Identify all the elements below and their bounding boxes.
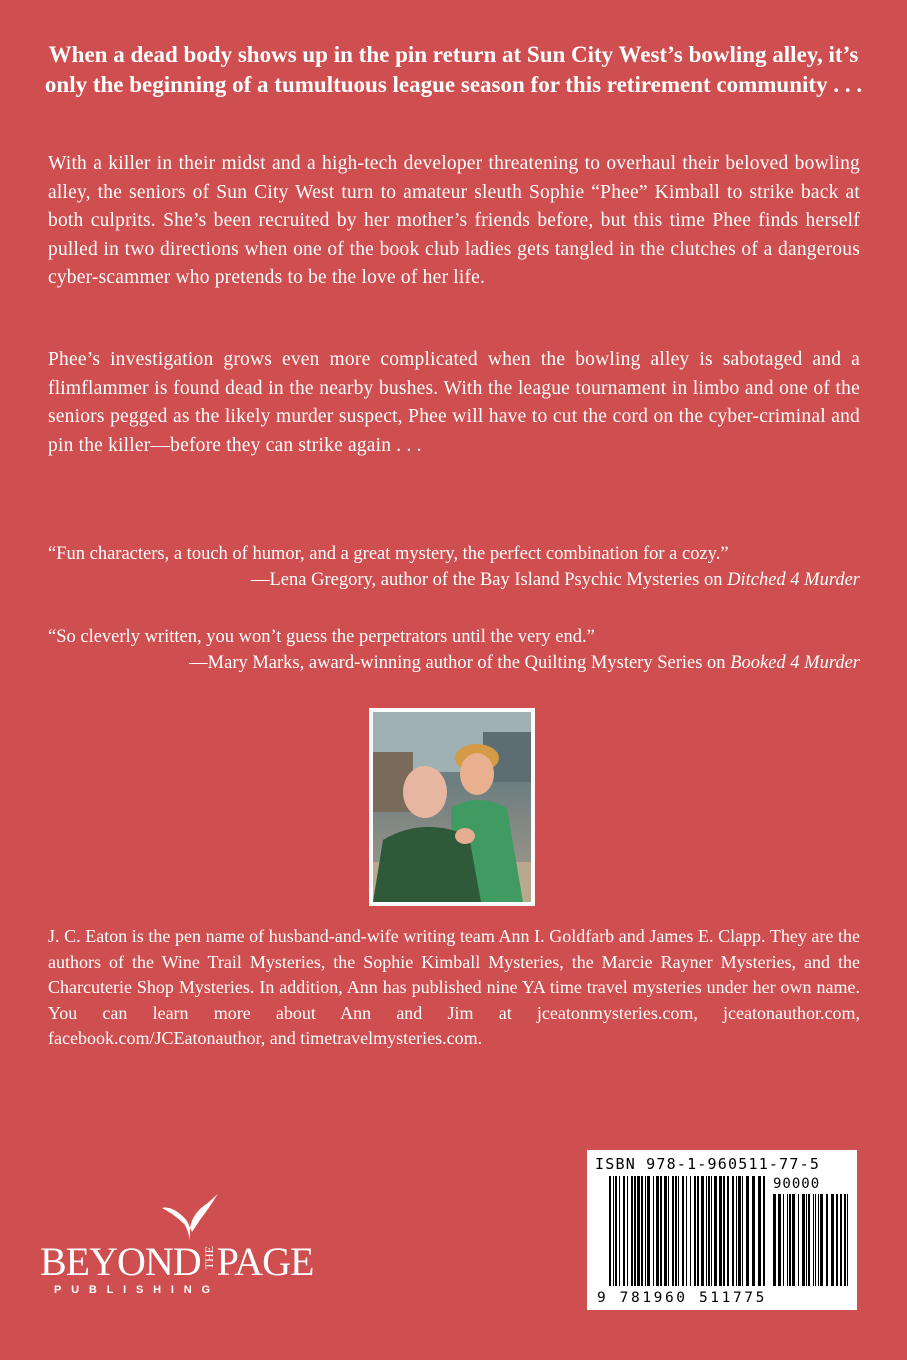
isbn-barcode [587,1150,857,1310]
author-photo [373,712,531,902]
quote-attribution: —Lena Gregory, author of the Bay Island Psychic Mysteries on Ditched 4 Murder [251,570,860,590]
publisher-logo [40,1190,345,1305]
barcode-bars [587,1150,857,1310]
isbn-label: ISBN 978-1-960511-77-5 [595,1155,821,1173]
review-quote-2 [48,624,860,676]
synopsis-paragraph-2: Phee’s investigation grows even more complicated when the bowling alley is sabotaged and a flimflammer is found dead in the nearby bushes. With the league tournament in limbo and one of the seniors pegged as the likely murder suspect, Phee will have to cut the cord on the cyber-criminal and pin the killer—before they can strike again . . . [48,349,860,456]
quote-work-title: Ditched 4 Murder [727,570,860,590]
author-photo-frame [369,708,535,906]
review-quote-1 [48,541,860,593]
publisher-name: BEYONDTHEPAGE [40,1239,314,1284]
price-code: 90000 [773,1176,821,1192]
author-photo-illustration [373,712,531,902]
quote-attribution: —Mary Marks, award-winning author of the Quilting Mystery Series on Booked 4 Murder [189,653,860,673]
butterfly-icon [160,1190,220,1244]
quote-work-title: Booked 4 Murder [730,653,860,673]
quote-text: “So cleverly written, you won’t guess the perpetrators until the very end.” [48,627,595,647]
headline: When a dead body shows up in the pin return at Sun City West’s bowling alley, it’s only the beginning of a tumultuous league season for this retirement community . . . [44,42,863,97]
barcode-digits: 9 781960 511775 [597,1290,767,1306]
quote-text: “Fun characters, a touch of humor, and a great mystery, the perfect combination for a cozy.” [48,544,729,564]
synopsis-paragraph-1: With a killer in their midst and a high-tech developer threatening to overhaul their beloved bowling alley, the seniors of Sun City West turn to amateur sleuth Sophie “Phee” Kimball to strike back at both culprits. She’s been recruited by her mother’s friends before, but this time Phee finds herself pulled in two directions when one of the book club ladies gets tangled in the clutches of a dangerous cyber-scammer who pretends to be the love of her life. [48,153,860,288]
publisher-subline: PUBLISHING [54,1284,220,1296]
author-bio: J. C. Eaton is the pen name of husband-and-wife writing team Ann I. Goldfarb and James E. Clapp. They are the authors of the Wine Trail Mysteries, the Sophie Kimball Mysteries, the Marcie Rayner Mysteries, and the Charcuterie Shop Mysteries. In addition, Ann has published nine YA time travel mysteries under her own name. You can learn more about Ann and Jim at jceatonmysteries.com, jceatonauthor.com, facebook.com/JCEatonauthor, and timetravelmysteries.com. [48,926,860,1048]
